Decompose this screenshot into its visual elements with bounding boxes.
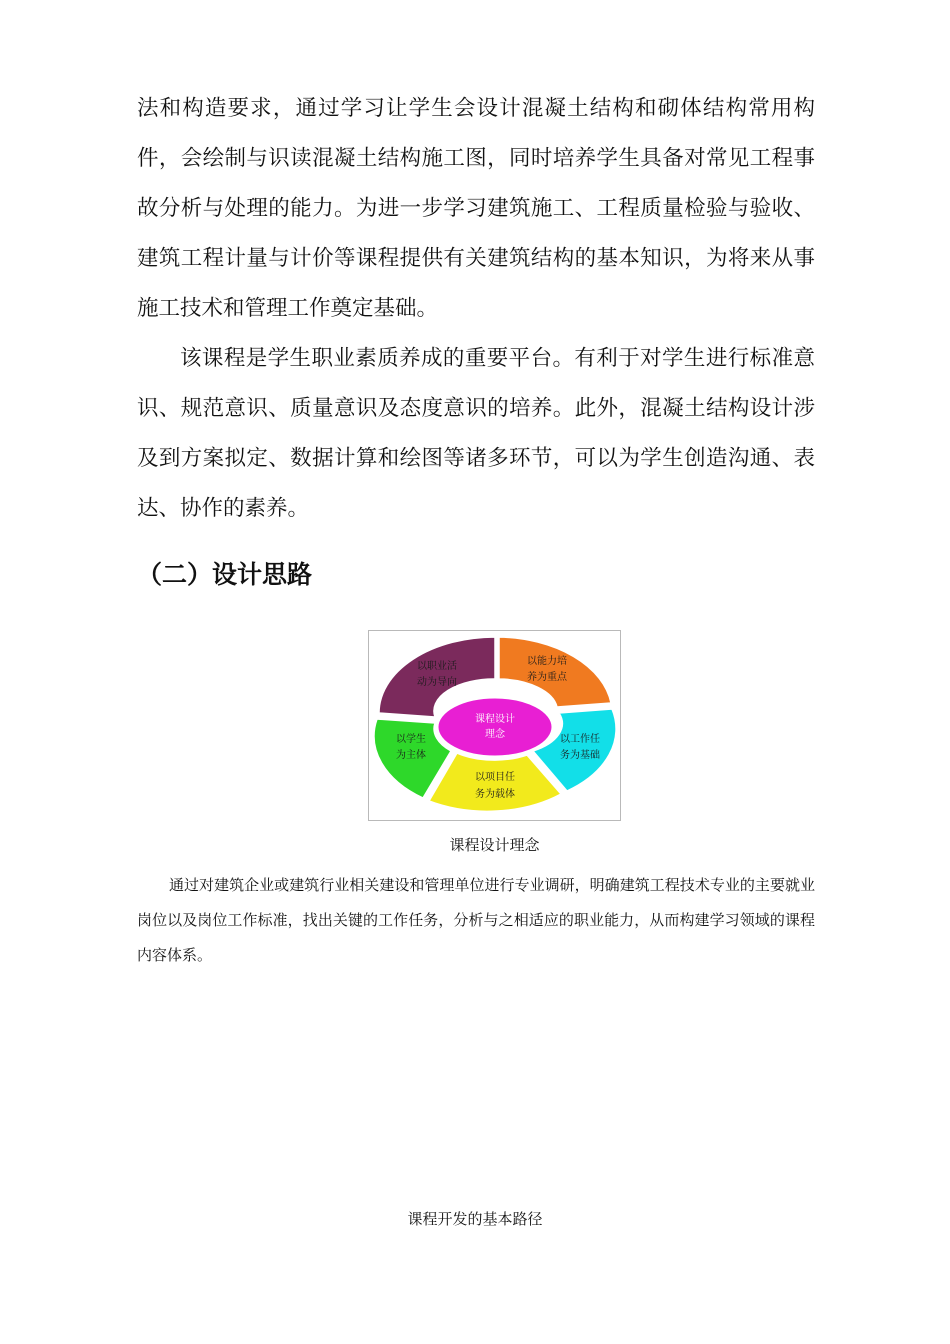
figure-caption: 课程设计理念 <box>449 836 540 854</box>
paragraph-professional-quality: 该课程是学生职业素质养成的重要平台。有利于对学生进行标准意识、规范意识、质量意识及态度意识的培养。此外，混凝土结构设计涉及到方案拟定、数据计算和绘图等诸多环节，可以为学生创造沟通、表达、协作的素养。 <box>137 346 815 521</box>
center-label: 课程设计 <box>475 714 515 725</box>
paragraph-course-objectives: 法和构造要求，通过学习让学生会设计混凝土结构和砌体结构常用构件，会绘制与识读混凝土结构施工图，同时培养学生具备对常见工程事故分析与处理的能力。为进一步学习建筑施工、工程质量检验与验收、建筑工程计量与计价等课程提供有关建筑结构的基本知识，为将来从事施工技术和管理工作奠定基础。 <box>137 96 815 321</box>
paragraph-curriculum-research: 通过对建筑企业或建筑行业相关建设和管理单位进行专业调研，明确建筑工程技术专业的主要就业岗位以及岗位工作标准，找出关键的工作任务，分析与之相适应的职业能力，从而构建学习领域的课程内容体系。 <box>137 876 815 964</box>
segment-label: 以能力培 <box>527 656 567 667</box>
segment-label: 养为重点 <box>527 672 567 683</box>
figure-caption-development-path: 课程开发的基本路径 <box>407 1210 543 1228</box>
segment-label: 务为基础 <box>560 750 600 761</box>
center-label: 理念 <box>485 729 505 740</box>
segment-label: 务为载体 <box>475 789 515 800</box>
center-ellipse <box>437 697 553 757</box>
segment-label: 以学生 <box>396 734 426 745</box>
segment-label: 为主体 <box>396 750 426 761</box>
segment-label: 动为导向 <box>417 677 457 688</box>
segment-label: 以工作任 <box>560 734 600 745</box>
segment-label: 以项目任 <box>475 772 515 783</box>
course-design-concept-diagram <box>368 630 621 821</box>
segment-label: 以职业活 <box>417 661 457 672</box>
section-heading: （二）设计思路 <box>137 560 313 589</box>
